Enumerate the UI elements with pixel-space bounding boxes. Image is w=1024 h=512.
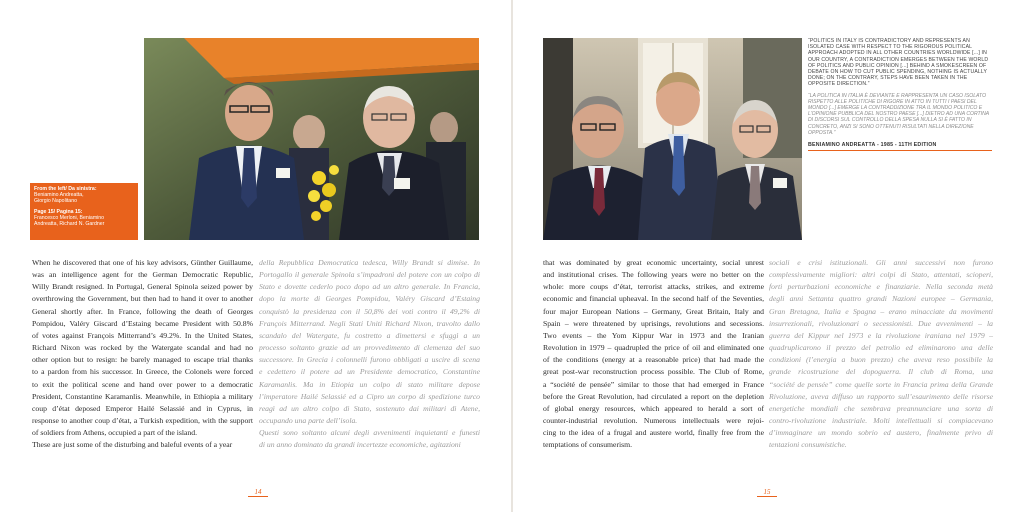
- text-line: When he discovered that one of his key advisors, Günther Guillaume,: [32, 258, 253, 267]
- body-english-left: [32, 257, 253, 452]
- text-line: d’immaginare un mondo sobrio ed austero, finalmente privo di: [769, 428, 993, 438]
- text-line: that was dominated by great economic uncertainty, social unrest: [543, 258, 764, 267]
- photo-caption-box: [30, 183, 138, 240]
- text-line: economic and financial upheaval. In the second half of the Seventies,: [543, 294, 764, 304]
- text-line: contro-rivoluzione industriale. Molti intellettuali si compiacevano: [769, 416, 993, 426]
- text-line: was an intelligence agent for the German Democratic Republic,: [32, 270, 253, 280]
- text-line: of the conditions (energy at a reasonable price) that had made the: [543, 355, 764, 365]
- text-line: Rivoluzione, aveva diffuso un rapporto sull’esaurimento delle risorse: [769, 391, 993, 401]
- text-line: occupando una parte dell’isola.: [259, 416, 358, 426]
- text-line: Richard Nixon was rocked by the Watergate scandal and had no: [32, 343, 253, 353]
- text-line: quadruplicarono il prezzo del petrolio ed eliminarono una delle: [769, 343, 993, 353]
- text-line: processo soltanto grazie ad un provvedimento di clemenza del suo: [259, 343, 480, 353]
- body-english-right: [543, 257, 764, 452]
- text-line: di un anno dominato da grandi incertezze economiche, agitazioni: [259, 440, 461, 450]
- caption-name: Andreatta, Richard N. Gardner: [34, 221, 105, 228]
- caption-name: Francesco Merloni, Beniamino: [34, 215, 105, 222]
- text-line: of soldiers from Athens, occupied a part of the island.: [32, 428, 198, 438]
- text-line: of votes against François Mitterrand’s 49.2%. In the United States,: [32, 330, 253, 340]
- photo-merloni-andreatta-gardner: [543, 38, 802, 240]
- text-line: degli anni Settanta quattro grandi Nazioni europee – Germania,: [769, 294, 993, 304]
- text-line: dopo la morte di Georges Pompidou, Valéry Giscard d’Estaing: [259, 294, 480, 304]
- text-line: overthrowing the Government, but then had to hand it over to another: [32, 294, 253, 304]
- text-line: tentazioni consumistiche.: [769, 440, 847, 450]
- page-number-right: 15: [763, 488, 771, 496]
- pull-quote: [808, 38, 992, 148]
- photo-right-graphic: [543, 38, 802, 240]
- text-line: conquistò la presidenza con il 50,8% dei voti contro il 49,2% di: [259, 306, 480, 316]
- text-line: General shortly after. In France, following the death of Georges: [32, 306, 253, 316]
- text-line: four major European Nations – Germany, Great Britain, Italy and: [543, 306, 764, 316]
- page-number-rule: [248, 496, 268, 497]
- text-line: Spain – were threatened by uprisings, revolutions and secessions.: [543, 318, 764, 328]
- quote-author: BENIAMINO ANDREATTA - 1985 - 11TH EDITION: [808, 142, 937, 149]
- text-line: great post-war reconstruction process possible. The Club of Rome,: [543, 367, 764, 377]
- text-line: of global energy resources, which appeared to herald a sort of: [543, 403, 764, 413]
- text-line: sociali e crisi istituzionali. Gli anni successivi non furono: [769, 258, 993, 267]
- quote-rule: [808, 150, 992, 151]
- page-number-rule: [757, 496, 777, 497]
- text-line: complessivamente migliori: altri colpi di Stato, attentati, scioperi,: [769, 270, 993, 280]
- photo-andreatta-napolitano: [144, 38, 479, 240]
- text-line: Stato e dovette cederlo poco dopo ad un altro generale. In Francia,: [259, 282, 480, 292]
- text-line: Karamanlis. Ma in Etiopia un colpo di stato militare depose: [259, 379, 480, 389]
- text-line: e cedettero il potere ad un Presidente democratico, Constantine: [259, 367, 480, 377]
- text-line: “société de pensée” come quelle sorte in Francia prima della Grande: [769, 379, 993, 389]
- text-line: grande ricostruzione del dopoguerra. Il club di Roma, una: [769, 367, 993, 377]
- text-line: and institutional crises. The following years were no better on the: [543, 270, 764, 280]
- text-line: before the Great Revolution, had circulated a report on the depletion: [543, 391, 764, 401]
- text-line: Willy Brandt resigned. In Portugal, General Spinola seized power by: [32, 282, 253, 292]
- text-line: response to another coup d’état, a Turkish expedition, with the support: [32, 416, 253, 426]
- text-line: temptations of consumerism.: [543, 440, 633, 450]
- text-line: energetiche mondiali che sembrava preannunciare una sorta di: [769, 403, 993, 413]
- text-line: forti perturbazioni economiche e finanziarie. Nella seconda metà: [769, 282, 993, 292]
- text-line: a “société de pensée” similar to those that had emerged in France: [543, 379, 764, 389]
- text-line: l’imperatore Hailé Selassié ed a Cipro un corpo di spedizione turco: [259, 391, 480, 401]
- text-line: reagì ad un altro colpo di Stato, sostenuto dai militari di Atene,: [259, 403, 480, 413]
- text-line: Two events – the Yom Kippur War in 1973 and the Iranian: [543, 330, 764, 340]
- text-line: insurrezionali, rivoluzionari o secessionisti. Due avvenimenti – la: [769, 318, 993, 328]
- text-line: cing to the idea of a frugal and austere world, finally free from the: [543, 428, 764, 438]
- text-line: Questi sono soltanto alcuni degli avvenimenti inquietanti e funesti: [259, 428, 480, 438]
- text-line: Revolution in 1979 – quadrupled the price of oil and eliminated one: [543, 343, 764, 353]
- text-line: condizioni (l’energia a buon prezzo) che aveva reso possibile la: [769, 355, 993, 365]
- text-line: Pompidou, Valéry Giscard d’Estaing became President with 50.8%: [32, 318, 253, 328]
- text-line: Gran Bretagna, Italia e Spagna – erano minacciate da movimenti: [769, 306, 993, 316]
- body-italian-left: [259, 257, 480, 452]
- caption-label-page: Page 15/ Pagina 15:: [34, 209, 83, 216]
- text-line: Portogallo il generale Spinola s’impadronì del potere con un colpo di: [259, 270, 480, 280]
- text-line: scandalo del Watergate, fu costretto a dimettersi e sfuggì a un: [259, 330, 480, 340]
- text-line: other option but to resign: he barely managed to escape trial thanks: [32, 355, 253, 365]
- text-line: della Repubblica Democratica tedesca, Willy Brandt si dimise. In: [259, 258, 480, 267]
- caption-name: Beniamino Andreatta,: [34, 192, 84, 199]
- photo-left-graphic: [144, 38, 479, 240]
- text-line: These are just some of the disturbing and baleful events of a year: [32, 440, 233, 450]
- text-line: to exit the political scene and hand over power to a democratic: [32, 379, 253, 389]
- text-line: successore. In Grecia i colonnelli furono obbligati a uscire di scena: [259, 355, 480, 365]
- text-line: François Mitterrand. Negli Stati Uniti Richard Nixon, travolto dallo: [259, 318, 480, 328]
- quote-italian: “LA POLITICA IN ITALIA È DEVIANTE E RAPPRESENTA UN CASO ISOLATO RISPETTO ALLE POLITICHE DI RIGORE IN ATTO IN TUTTI I PAESI DEL MONDO [...] EMERGE LA CONTRADDIZIONE TRA IL MONDO POLITICO E L’OPINIONE PUBBLICA DEL NOSTRO PAESE [...] DIETRO AD UNA CORTINA DI DISCORSI SUL CONTROLLO DELLA SPESA NULLA SI È FATTO IN CONCRETO, ANZI SI SONO OTTENUTI RISULTATI NELLA DIREZIONE OPPOSTA.”: [808, 92, 989, 136]
- page-number-left: 14: [254, 488, 262, 496]
- text-line: to a pardon from his successor. In Greece, the Colonels were forced: [32, 367, 253, 377]
- text-line: guerra del Kippur nel 1973 e la rivoluzione iraniana nel 1979 –: [769, 330, 993, 340]
- body-italian-right: [769, 257, 993, 452]
- text-line: coup d’état deposed Emperor Hailé Selassié and in Cyprus, in: [32, 403, 253, 413]
- caption-name: Giorgio Napolitano: [34, 198, 77, 205]
- quote-english: “POLITICS IN ITALY IS CONTRADICTORY AND REPRESENTS AN ISOLATED CASE WITH RESPECT TO THE RIGOROUS POLITICAL APPROACH ADOPTED IN ALL OTHER COUNTRIES WORLDWIDE [...] IN OUR COUNTRY, A CONTRADICTION EMERGES BETWEEN THE WORLD OF POLITICS AND PUBLIC OPINION [...] BEHIND A SMOKESCREEN OF DEBATE ON HOW TO CUT PUBLIC SPENDING, NOTHING IS ACTUALLY DONE; ON THE CONTRARY, STEPS HAVE BEEN TAKEN IN THE OPPOSITE DIRECTION.”: [808, 38, 989, 88]
- text-line: whole: more coups d’état, terrorist attacks, strikes, and extreme: [543, 282, 764, 292]
- text-line: counter-industrial revolution. Numerous intellectuals were rejoi-: [543, 416, 764, 426]
- caption-label-left: From the left/ Da sinistra:: [34, 186, 97, 192]
- text-line: President, Constantine Karamanlis. Meanwhile, in Ethiopia a military: [32, 391, 253, 401]
